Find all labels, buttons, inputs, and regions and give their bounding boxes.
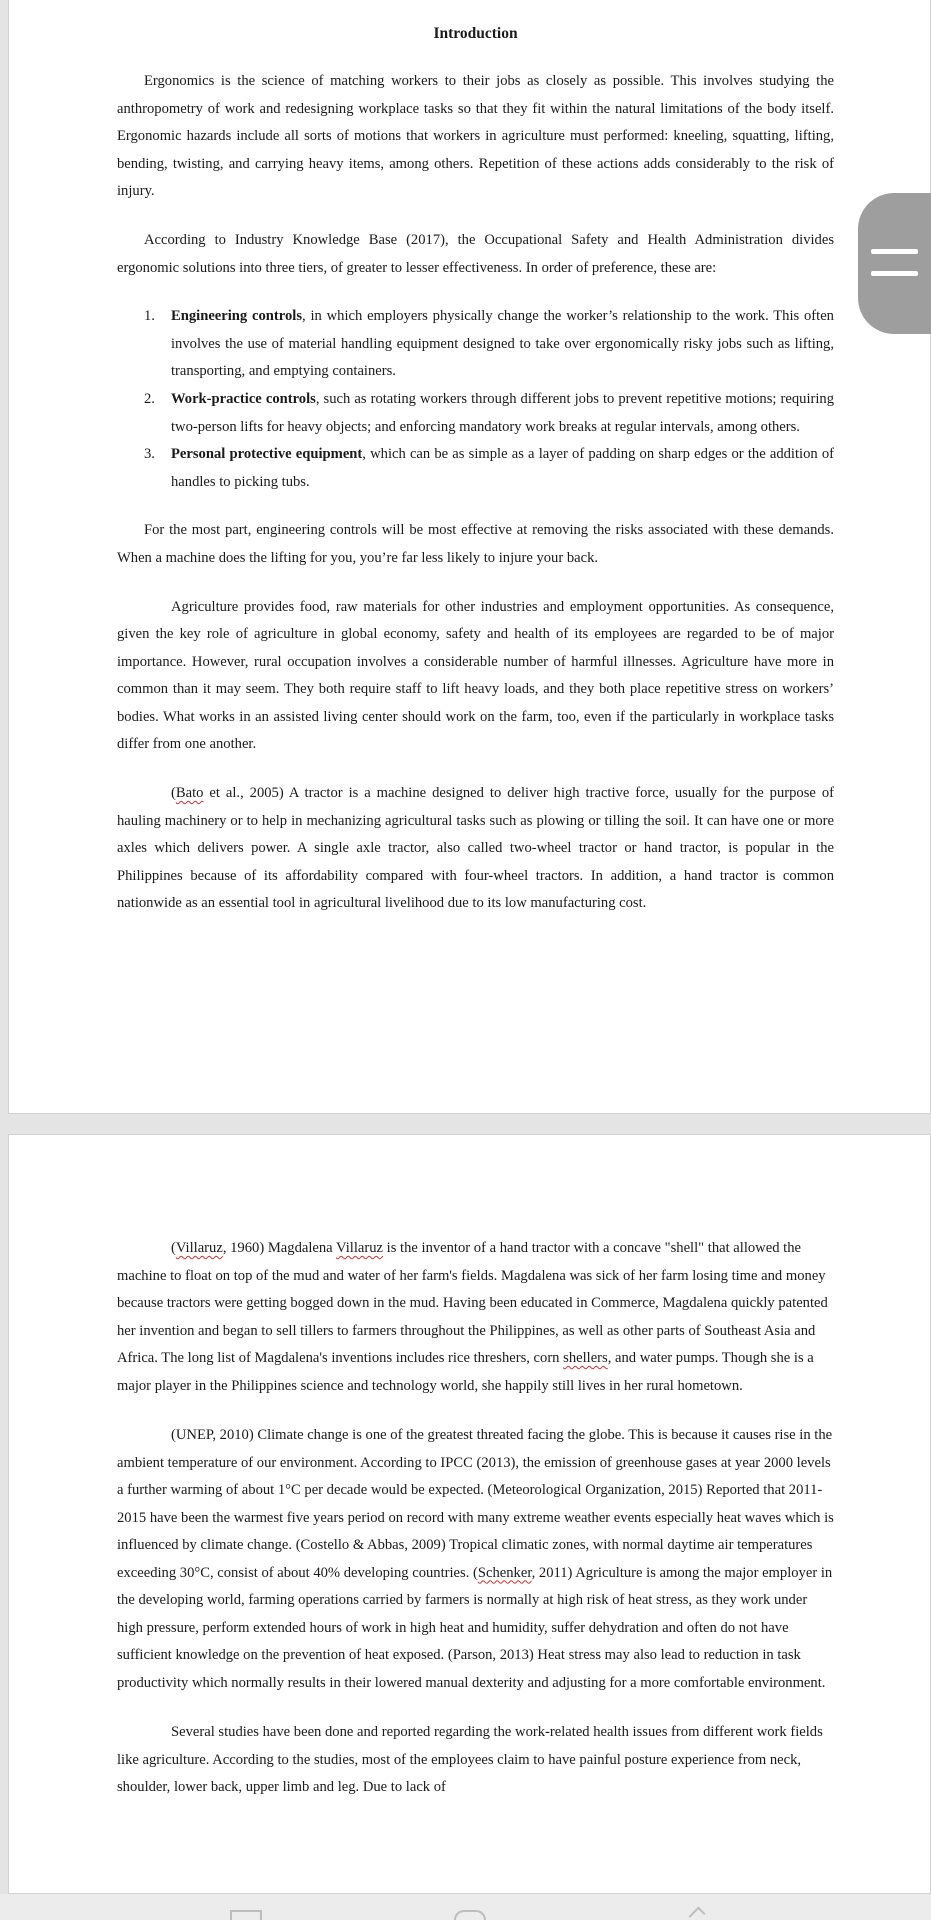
document-page-2 bbox=[8, 1134, 931, 1894]
list-term: Personal protective equipment bbox=[171, 446, 363, 463]
paragraph-villaruz: (Villaruz, 1960) Magdalena Villaruz is the inventor of a hand tractor with a concave "shell" that allowed the machine to float on top of the mud and water of her farm's fields. Magdalena was sick of her farm losing time and money because tractors were getting bogged down in the mud. Having been educated in Commerce, Magdalena quickly patented her invention and began to sell tillers to farmers throughout the Philippines, as well as other parts of Southeast Asia and Africa. The long list of Magdalena's inventions includes rice threshers, corn shellers, and water pumps. Though she is a major player in the Philippines science and technology world, she happily still lives in her rural hometown. bbox=[117, 1240, 828, 1394]
page-2-content bbox=[117, 1235, 834, 1802]
spellcheck-word: Villaruz bbox=[175, 1240, 223, 1256]
paragraph-ergonomics: Ergonomics is the science of matching workers to their jobs as closely as possible. This involves studying the anthropometry of work and redesigning workplace tasks so that they fit within the natural limitations of the body itself. Ergonomic hazards include all sorts of motions that workers in agriculture must performed: kneeling, squatting, lifting, bending, twisting, and carrying heavy items, among others. Repetition of these actions adds considerably to the risk of injury. bbox=[117, 73, 834, 200]
recent-apps-icon[interactable] bbox=[230, 1910, 262, 1920]
paragraph-osha-tiers: According to Industry Knowledge Base (2017), the Occupational Safety and Health Administration divides ergonomic solutions into three tiers, of greater to lesser effectiveness. In order of preference, these are: bbox=[117, 231, 834, 276]
list-number: 3. bbox=[144, 446, 155, 463]
page-title: Introduction bbox=[433, 25, 518, 42]
back-icon[interactable] bbox=[689, 1907, 706, 1920]
list-text: , in which employers physically change the worker’s relationship to the work. This often involves the use of material handling equipment designed to take over ergonomically risky jobs such as lifting, transporting, and emptying containers. bbox=[171, 308, 834, 380]
list-term: Engineering controls bbox=[171, 308, 303, 325]
list-item-personal-protective-equipment bbox=[117, 441, 834, 496]
list-item-work-practice-controls bbox=[117, 386, 834, 441]
spellcheck-word: Bato bbox=[175, 785, 204, 802]
page-1-content bbox=[117, 20, 834, 918]
grip-line-icon bbox=[871, 271, 918, 276]
grip-line-icon bbox=[871, 249, 918, 254]
list-text: , such as rotating workers through different jobs to prevent repetitive motions; requiring two-person lifts for heavy objects; and enforcing mandatory work breaks at regular intervals, among others. bbox=[171, 390, 835, 435]
spellcheck-word: Villaruz bbox=[336, 1240, 383, 1256]
paragraph-climate-change: (UNEP, 2010) Climate change is one of the greatest threated facing the globe. This is because it causes rise in the ambient temperature of our environment. According to IPCC (2013), the emission of greenhouse gases at year 2000 levels a further warming of about 1°C per decade would be expected. (Meteorological Organization, 2015) Reported that 2011-2015 have been the warmest five years period on record with many extreme weather events especially heat waves which is influenced by climate change. (Costello & Abbas, 2009) Tropical climatic zones, with normal daytime air temperatures exceeding 30°C, consist of about 40% developing countries. (Schenker, 2011) Agriculture is among the major employer in the developing world, farming operations carried by farmers is normally at high risk of heat stress, as they work under high pressure, perform extended hours of work in high heat and humidity, suffer dehydration and often do not have sufficient knowledge on the prevention of heat exposed. (Parson, 2013) Heat stress may also lead to reduction in task productivity which normally results in their lowered manual dexterity and adjusting for a more comfortable environment. bbox=[117, 1427, 834, 1691]
list-item-engineering-controls bbox=[117, 303, 834, 386]
bottom-navigation-bar bbox=[0, 1894, 931, 1920]
spellcheck-word: Schenker bbox=[477, 1564, 532, 1581]
spellcheck-word: shellers bbox=[563, 1350, 608, 1366]
paragraph-engineering-effective: For the most part, engineering controls will be most effective at removing the risks associated with these demands. When a machine does the lifting for you, you’re far less likely to injure your back. bbox=[117, 522, 834, 566]
home-icon[interactable] bbox=[454, 1910, 486, 1920]
list-number: 2. bbox=[144, 390, 155, 407]
list-term: Work-practice controls bbox=[171, 390, 316, 407]
document-page-1 bbox=[8, 0, 931, 1114]
paragraph-agriculture: Agriculture provides food, raw materials for other industries and employment opportunities. As consequence, given the key role of agriculture in global economy, safety and health of its employees are regarded to be of major importance. However, rural occupation involves a considerable number of harmful illnesses. Agriculture have more in common than it may seem. They both require staff to lift heavy loads, and they both place repetitive stress on workers’ bodies. What works in an assisted living center should work on the farm, too, even if the particularly in workplace tasks differ from one another. bbox=[117, 598, 834, 753]
list-text: , which can be as simple as a layer of padding on sharp edges or the addition of handles to picking tubs. bbox=[171, 446, 834, 490]
paragraph-tractor: (Bato et al., 2005) A tractor is a machine designed to deliver high tractive force, usually for the purpose of hauling machinery or to help in mechanizing agricultural tasks such as plowing or tilling the soil. It can have one or more axles which delivers power. A single axle tractor, also called two-wheel tractor or hand tractor, is popular in the Philippines because of its affordability compared with four-wheel tractors. In addition, a hand tractor is common nationwide as an essential tool in agricultural livelihood due to its low manufacturing cost. bbox=[117, 785, 834, 912]
list-number: 1. bbox=[144, 308, 155, 325]
controls-list bbox=[117, 303, 834, 496]
paragraph-studies: Several studies have been done and reported regarding the work-related health issues from different work fields like agriculture. According to the studies, most of the employees claim to have painful posture experience from neck, shoulder, lower back, upper limb and leg. Due to lack of bbox=[117, 1724, 823, 1795]
scroll-handle-icon[interactable] bbox=[858, 193, 931, 334]
